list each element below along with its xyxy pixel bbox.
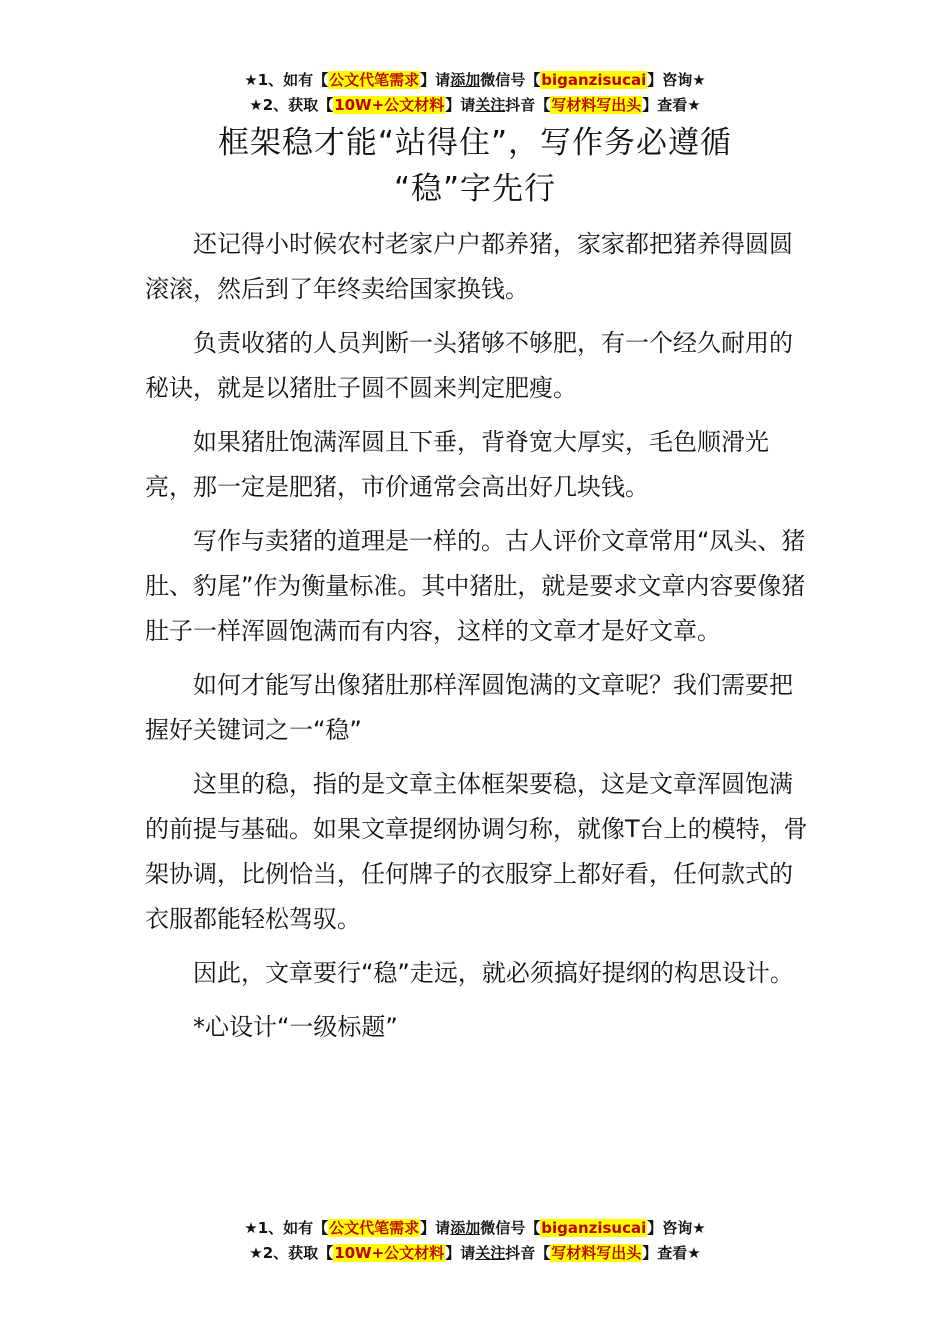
- notice-underline: 添加: [450, 1219, 481, 1237]
- paragraph: 写作与卖猪的道理是一样的。古人评价文章常用“凤头、猪肚、豹尾”作为衡量标准。其中猪肚，就是要求文章内容要像猪肚子一样浑圆饱满而有内容，这样的文章才是好文章。: [145, 527, 806, 645]
- title-line-1: 框架稳才能“站得住”，写作务必遵循: [217, 125, 733, 161]
- footer-notice: [0, 1216, 950, 1266]
- notice-line-2: [0, 1241, 950, 1266]
- notice-text: 】咨询★: [647, 71, 706, 89]
- notice-text: 】请: [420, 1219, 451, 1237]
- notice-text: 】请: [420, 71, 451, 89]
- paragraph: *心设计“一级标题”: [193, 1013, 398, 1041]
- notice-underline: 关注: [475, 1244, 506, 1262]
- notice-text: ★1、如有【: [244, 1219, 329, 1237]
- notice-highlight: 写材料写出头: [551, 96, 642, 114]
- notice-text: 抖音【: [505, 1244, 551, 1262]
- notice-text: 抖音【: [505, 96, 551, 114]
- notice-highlight: biganzisucai: [541, 1219, 647, 1237]
- notice-text: 】咨询★: [647, 1219, 706, 1237]
- notice-text: 】查看★: [642, 1244, 701, 1262]
- paragraph: 如果猪肚饱满浑圆且下垂，背脊宽大厚实，毛色顺滑光亮，那一定是肥猪，市价通常会高出好几块钱。: [145, 428, 769, 501]
- header-notice: [0, 68, 950, 118]
- paragraph: 负责收猪的人员判断一头猪够不够肥，有一个经久耐用的秘诀，就是以猪肚子圆不圆来判定肥瘦。: [145, 329, 793, 402]
- notice-text: 微信号【: [480, 71, 541, 89]
- document-body: [145, 222, 810, 1059]
- notice-highlight: 公文代笔需求: [329, 71, 420, 89]
- paragraph: 这里的稳，指的是文章主体框架要稳，这是文章浑圆饱满的前提与基础。如果文章提纲协调匀称，就像T台上的模特，骨架协调，比例恰当，任何牌子的衣服穿上都好看，任何款式的衣服都能轻松驾驭。: [145, 770, 808, 933]
- notice-highlight: 写材料写出头: [551, 1244, 642, 1262]
- notice-text: 微信号【: [480, 1219, 541, 1237]
- notice-highlight: biganzisucai: [541, 71, 647, 89]
- notice-text: ★2、获取【: [249, 96, 334, 114]
- document-title: [130, 120, 820, 212]
- paragraph: 因此，文章要行“稳”走远，就必须搞好提纲的构思设计。: [193, 959, 794, 987]
- notice-text: 】查看★: [642, 96, 701, 114]
- paragraph: 如何才能写出像猪肚那样浑圆饱满的文章呢？我们需要把握好关键词之一“稳”: [145, 671, 793, 744]
- notice-text: 】请: [445, 1244, 476, 1262]
- title-line-2: “稳”字先行: [393, 171, 557, 207]
- notice-text: 】请: [445, 96, 476, 114]
- notice-line-1: [0, 1216, 950, 1241]
- notice-line-1: [0, 68, 950, 93]
- notice-highlight: 10W+公文材料: [334, 1244, 445, 1262]
- notice-underline: 添加: [450, 71, 481, 89]
- notice-highlight: 10W+公文材料: [334, 96, 445, 114]
- notice-line-2: [0, 93, 950, 118]
- notice-text: ★1、如有【: [244, 71, 329, 89]
- notice-highlight: 公文代笔需求: [329, 1219, 420, 1237]
- notice-underline: 关注: [475, 96, 506, 114]
- notice-text: ★2、获取【: [249, 1244, 334, 1262]
- paragraph: 还记得小时候农村老家户户都养猪，家家都把猪养得圆圆滚滚，然后到了年终卖给国家换钱。: [145, 230, 793, 303]
